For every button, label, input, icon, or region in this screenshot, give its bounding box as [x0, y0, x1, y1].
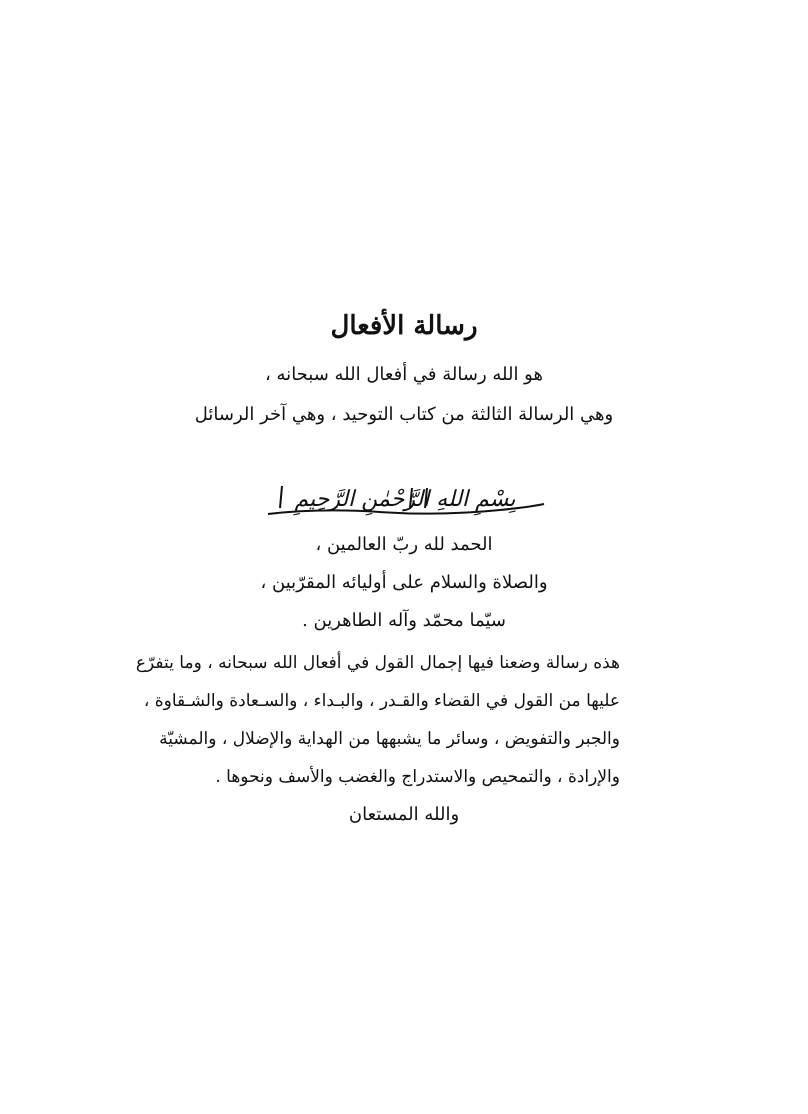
paragraph-line: هذه رسالة وضعنا فيها إجمال القول في أفعال الله سبحانه ، وما يتفرّع: [135, 653, 620, 673]
closing-line: والله المستعان: [348, 804, 460, 825]
page-title: رسالة الأفعال: [330, 311, 478, 341]
opening-line-3: سيّما محمّد وآله الطاهرين .: [302, 610, 506, 631]
basmala-calligraphy: [260, 478, 550, 522]
paragraph-line: والإرادة ، والتمحيص والاستدراج والغضب والأسف ونحوها .: [215, 767, 620, 787]
subtitle-line-1: هو الله رسالة في أفعال الله سبحانه ،: [265, 364, 543, 385]
basmala-text: بِسْمِ اللهِ الرَّحْمٰنِ الرَّحِيمِ: [294, 487, 516, 512]
paragraph-line: عليها من القول في القضاء والقـدر ، والبـداء ، والسـعادة والشـقاوة ،: [143, 691, 620, 711]
subtitle-line-2: وهي الرسالة الثالثة من كتاب التوحيد ، وهي آخر الرسائل: [194, 404, 614, 425]
opening-line-2: والصلاة والسلام على أوليائه المقرّبين ،: [260, 572, 548, 593]
body-paragraph: [135, 644, 620, 796]
paragraph-line: والجبر والتفويض ، وسائر ما يشبهها من الهداية والإضلال ، والمشيّة: [159, 729, 620, 749]
opening-line-1: الحمد لله ربّ العالمين ،: [315, 534, 493, 555]
